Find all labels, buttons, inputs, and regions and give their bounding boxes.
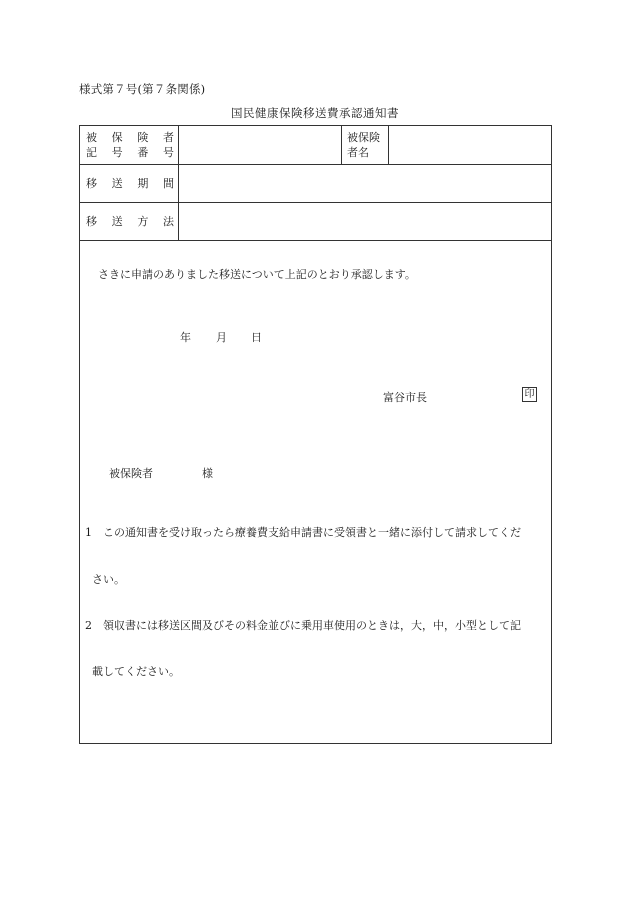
date-day: 日 (251, 331, 262, 344)
approval-statement: さきに申請のありました移送について上記のとおり承認します。 (98, 268, 416, 281)
label-char: 険 (137, 131, 149, 144)
note-1-line-1: 1 この通知書を受け取ったら療養費支給申請書に受領書と一緒に添付して請求してくだ (85, 526, 521, 539)
insured-name-label (347, 130, 380, 160)
note-2-line-2: 載してください。 (92, 665, 180, 678)
label-char: 間 (162, 177, 174, 190)
label-char: 送 (111, 215, 123, 228)
label-char: 期 (137, 177, 149, 190)
document-title: 国民健康保険移送費承認通知書 (231, 106, 399, 120)
insured-name-field[interactable] (389, 126, 551, 164)
label-char: 者 (162, 131, 174, 144)
date-month: 月 (216, 331, 227, 344)
note-1-line-2: さい。 (92, 573, 125, 586)
label-char: 方 (137, 215, 149, 228)
label-char: 番 (137, 146, 149, 159)
label-char: 号 (111, 146, 123, 159)
insured-name-label-line2: 者名 (347, 146, 369, 159)
insured-name-label-line1: 被保険 (347, 131, 380, 144)
row-divider (80, 240, 551, 241)
label-char: 号 (162, 146, 174, 159)
label-char: 被 (86, 131, 97, 144)
label-char: 送 (111, 177, 123, 190)
transport-method-field[interactable] (179, 203, 551, 240)
seal-stamp-box: 印 (522, 387, 537, 402)
recipient-label: 被保険者 (109, 467, 153, 480)
recipient-honorific: 様 (202, 467, 213, 480)
label-char: 法 (162, 215, 174, 228)
transport-period-label (86, 176, 174, 191)
label-char: 記 (86, 146, 97, 159)
form-label: 様式第７号(第７条関係) (79, 82, 206, 96)
transport-period-field[interactable] (179, 165, 551, 202)
date-year: 年 (180, 331, 191, 344)
label-char: 移 (86, 215, 97, 228)
insured-number-field[interactable] (179, 126, 340, 164)
label-char: 保 (111, 131, 123, 144)
transport-method-label (86, 214, 174, 229)
column-divider (341, 126, 342, 164)
form-frame (79, 125, 552, 744)
issuer-title: 富谷市長 (383, 391, 427, 404)
note-2-line-1: 2 領収書には移送区間及びその料金並びに乗用車使用のときは，大，中，小型として記 (85, 619, 521, 632)
label-char: 移 (86, 177, 97, 190)
insured-number-label (86, 130, 174, 160)
